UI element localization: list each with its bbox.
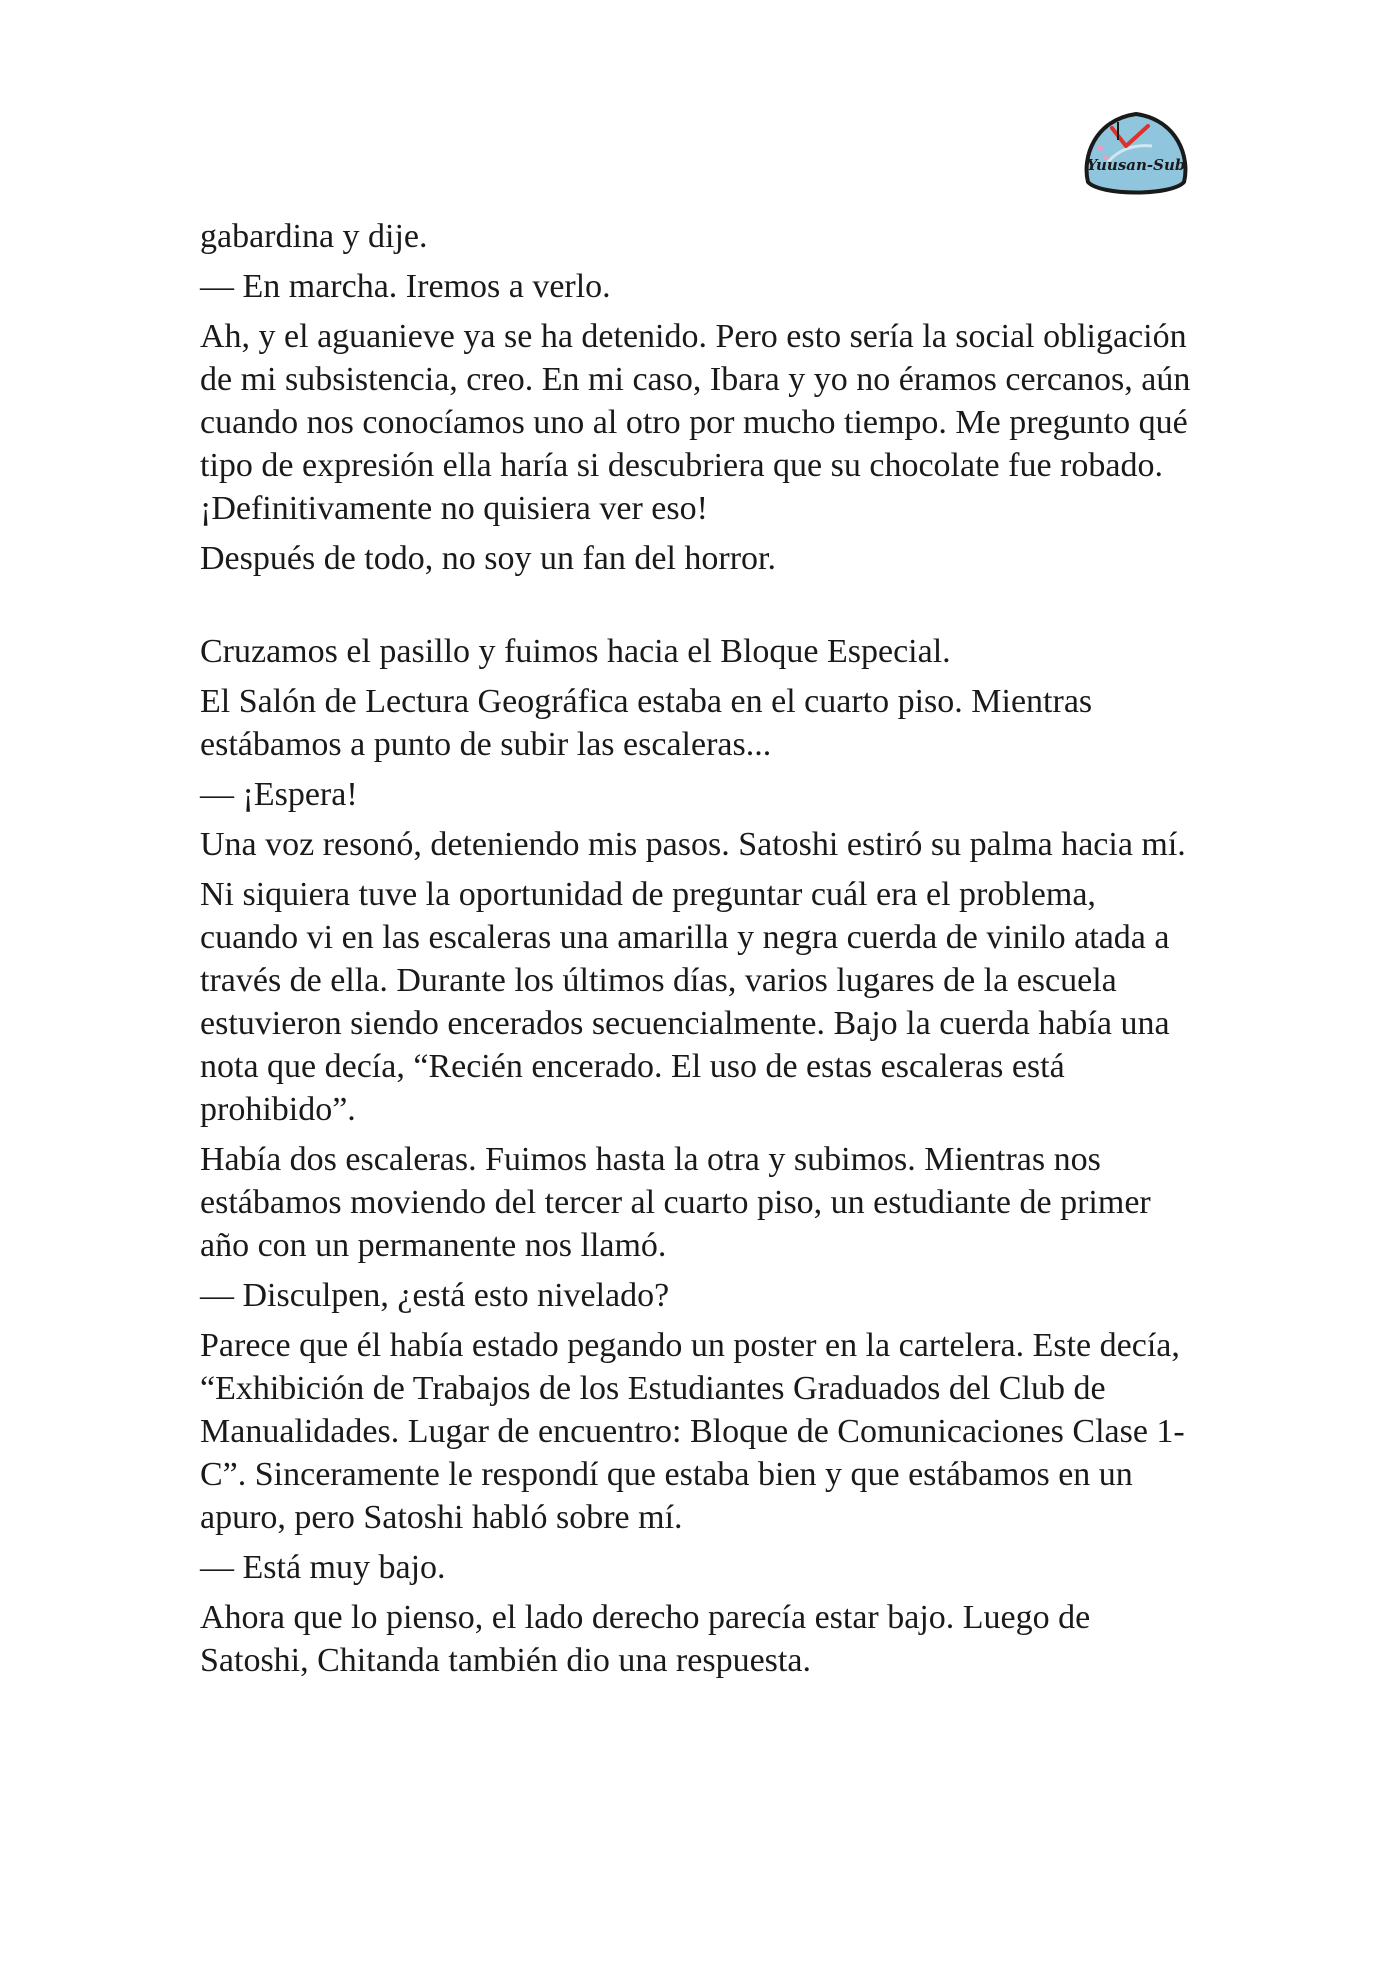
paragraph: Después de todo, no soy un fan del horror.	[200, 540, 777, 577]
dialogue-line: — Disculpen, ¿está esto nivelado?	[200, 1277, 670, 1314]
paragraph: Una voz resonó, deteniendo mis pasos. Satoshi estiró su palma hacia mí.	[200, 826, 1186, 863]
document-body	[200, 215, 1200, 1689]
dialogue-line: — ¡Espera!	[200, 776, 358, 813]
dialogue-line: — En marcha. Iremos a verlo.	[200, 268, 611, 305]
dialogue-line: — Está muy bajo.	[200, 1549, 446, 1586]
paragraph: Ahora que lo pienso, el lado derecho parecía estar bajo. Luego de Satoshi, Chitanda también dio una respuesta.	[200, 1599, 1091, 1679]
paragraph: Ni siquiera tuve la oportunidad de preguntar cuál era el problema, cuando vi en las escaleras una amarilla y negra cuerda de vinilo atada a través de ella. Durante los últimos días, varios lugares de la escuela estuvieron siendo encerados secuencialmente. Bajo la cuerda había una nota que decía, “Recién encerado. El uso de estas escaleras está prohibido”.	[200, 876, 1170, 1128]
paragraph: Parece que él había estado pegando un poster en la cartelera. Este decía, “Exhibición de Trabajos de los Estudiantes Graduados del Club de Manualidades. Lugar de encuentro: Bloque de Comunicaciones Clase 1-C”. Sinceramente le respondí que estaba bien y que estábamos en un apuro, pero Satoshi habló sobre mí.	[200, 1327, 1185, 1536]
paragraph: Había dos escaleras. Fuimos hasta la otra y subimos. Mientras nos estábamos moviendo del tercer al cuarto piso, un estudiante de primer año con un permanente nos llamó.	[200, 1141, 1151, 1264]
logo-emblem	[1078, 106, 1194, 198]
paragraph: Ah, y el aguanieve ya se ha detenido. Pero esto sería la social obligación de mi subsistencia, creo. En mi caso, Ibara y yo no éramos cercanos, aún cuando nos conocíamos uno al otro por mucho tiempo. Me pregunto qué tipo de expresión ella haría si descubriera que su chocolate fue robado. ¡Definitivamente no quisiera ver eso!	[200, 318, 1191, 527]
paragraph: Cruzamos el pasillo y fuimos hacia el Bloque Especial.	[200, 633, 951, 670]
paragraph: gabardina y dije.	[200, 218, 428, 255]
paragraph: El Salón de Lectura Geográfica estaba en el cuarto piso. Mientras estábamos a punto de subir las escaleras...	[200, 683, 1093, 763]
yuusan-sub-logo	[1078, 106, 1194, 198]
logo-text: Yuusan-Sub	[1086, 156, 1186, 174]
